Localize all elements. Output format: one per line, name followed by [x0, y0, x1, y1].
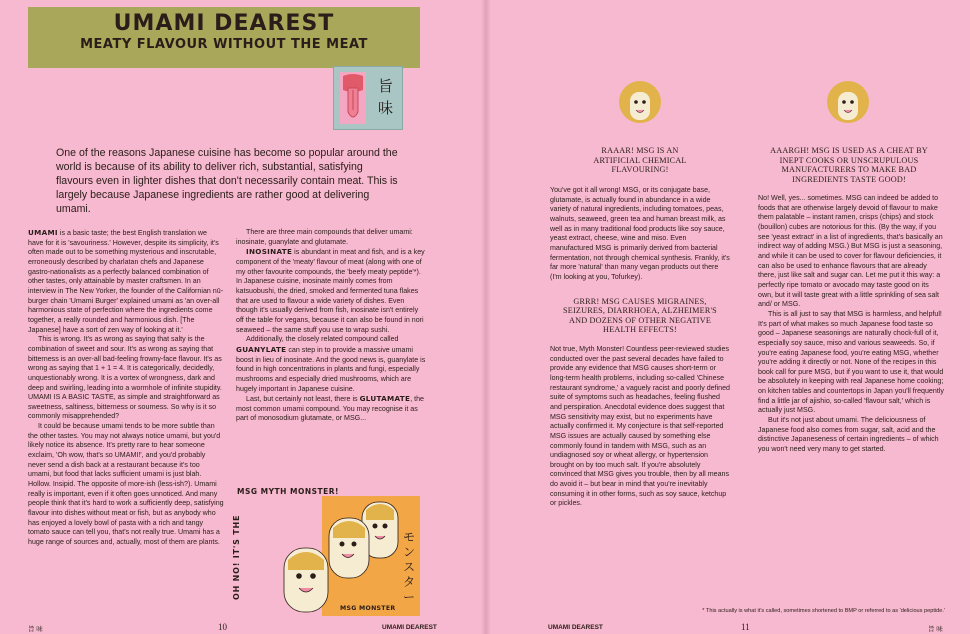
katakana-mo: モ	[402, 530, 415, 544]
running-head-right: UMAMI DEAREST	[548, 624, 603, 631]
page-title: UMAMI DEAREST	[113, 11, 335, 36]
page-number-right: 11	[741, 622, 750, 632]
umami-kanji-tile	[333, 66, 403, 130]
footer-kanji-right: 旨 味	[928, 626, 943, 633]
intro-paragraph: One of the reasons Japanese cuisine has become so popular around the world is because of its ability to deliver rich, substantial, satisfying flavours even in lighter dishes that don't necessarily contain meat. This is largely because Japanese ingredients are rather good at delivering umami.	[56, 147, 398, 215]
col1-paragraph-3: It could be because umami tends to be more subtle than the other tastes. You may not always notice umami, but you'd likely notice its absence. It's pretty rare to hear someone exclaim, 'Oh wow, that's so UMAMI!', and you'd probably never send a dish back at a restaurant because it's too umami, but food that lacks sufficient umami is just blah. Hollow. Insipid. The opposite of more-ish (less-ish?). Umami really is important, even if it often goes unnoticed. And many people think that it's hard to work a sufficiently deep, satisfying flavour into dishes without meat or fish, but as anybody who has enjoyed a lovely bowl of pasta with a rich and tangy tomato sauce can tell you, that's not really true. Umami has a huge range of sources and, actually, most of them are plants.	[28, 422, 224, 546]
left-column-1	[28, 228, 224, 548]
kanji-aji: 味	[378, 99, 394, 117]
msg-monster-illustration	[274, 496, 420, 616]
katakana-su: ス	[402, 560, 415, 574]
monster-katakana	[401, 530, 417, 605]
myth-monster-icon-2	[826, 80, 870, 124]
tongue-icon	[340, 72, 366, 124]
katakana-ta: タ	[402, 575, 415, 589]
myth-2-body: Not true, Myth Monster! Countless peer-reviewed studies conducted over the past several decades have failed to provide any evidence that MSG causes short-term or long-term health problems, including so-called 'Chinese restaurant syndrome,' a vaguely racist and poorly defined suite of symptoms such as headaches, feeling flushed and perspiration. Anecdotal evidence does suggest that MSG sensitivity may exist, but no experiments have actually confirmed it. My conjecture is that self-reported MSG issues are actually caused by something else commonly found in tandem with MSG, such as an undiagnosed soy or wheat allergy, or hypertension brought on by too much salt. If you're absolutely convinced that MSG gives you trouble, then by all means do avoid it – but bear in mind that you're inevitably consuming it in other forms, such as soy sauce, ketchup or pickles.	[550, 344, 730, 508]
tongue-illustration	[340, 72, 366, 124]
col2-paragraph-3-lead: Additionally, the closely related compound called	[246, 335, 399, 344]
right-column-1	[550, 186, 730, 509]
col2-paragraph-1: There are three main compounds that deliver umami: inosinate, guanylate and glutamate.	[236, 228, 413, 246]
keyword-glutamate: GLUTAMATE	[359, 394, 411, 404]
footnote: * This actually is what it's called, sometimes shortened to BMP or referred to as 'delicious peptide.'	[702, 608, 945, 614]
myth-3-body-3: But it's not just about umami. The deliciousness of Japanese food also comes from sugar, salt, acid and the distinctive Japaneseness of certain ingredients – of which you won't need very many to get started.	[758, 416, 939, 454]
headline-box	[28, 7, 420, 68]
running-head-left: UMAMI DEAREST	[382, 624, 437, 631]
kanji-text	[378, 75, 398, 119]
col2-paragraph-4: , the most common umami compound. You may recognise it as part of monosodium glutamate, or MSG...	[236, 395, 425, 423]
myth-3-heading: AAARGH! MSG IS USED AS A CHEAT BY INEPT COOKS OR UNSCRUPULOUS MANUFACTURERS TO MAKE BAD INGREDIENTS TASTE GOOD!	[770, 146, 928, 184]
myth-3-body-1: No! Well, yes... sometimes. MSG can indeed be added to foods that are otherwise largely devoid of flavour to make them palatable – instant ramen, crisps (chips) and stock (bouillon) cubes are notorious for this. (By the way, if you see 'yeast extract' in a list of ingredients, that's basically an indirect way of adding MSG.) But MSG is just a seasoning, and while it can be used to cover for flavour deficiencies, it can also be used to enhance flavours that are already there, just like salt and sugar can. Let me put it this way: a perfectly ripe tomato or avocado may taste good on its own, but it will taste great with a little sprinkling of sea salt and/ or MSG.	[758, 194, 943, 309]
page-number-left: 10	[218, 622, 227, 632]
katakana-dash: ー	[402, 590, 415, 604]
left-column-2	[236, 228, 426, 424]
msg-monster-label: MSG MONSTER	[340, 605, 396, 612]
col1-paragraph-2: This is wrong. It's as wrong as saying that salty is the combination of sweet and sour. It's as wrong as saying that bitterness is an over-all bad-feeling frowny-face flavour. It's as wrong as saying that 1 + 1 = 4. It is categorically, decidedly, unquestionably wrong. It is a vortex of wrongness, dark and deep and swirling, leading into a wormhole of infinite stupidity. UMAMI IS A BASIC TASTE, as simple and straightforward as sweetness, saltiness, bitterness or sourness. So why is it so commonly misapprehended?	[28, 335, 222, 421]
oh-no-vertical-text: OH NO! IT'S THE	[232, 514, 241, 600]
col2-paragraph-3: can step in to provide a massive umami boost in lieu of inosinate. And the good news is, guanylate is found in high concentrations in plants and fungi, especially mushrooms and especially dried mushrooms, which are hugely important in Japanese cuisine.	[236, 345, 426, 393]
col2-paragraph-4-lead: Last, but certainly not least, there is	[246, 395, 360, 404]
col2-paragraph-2: is abundant in meat and fish, and is a key component of the 'meaty' flavour of meat (along with one of my other favourite compounds, the 'beefy meaty peptide'*). In Japanese cuisine, inosinate mainly comes from katsuobushi, the dried, smoked and fermented tuna flakes that are used to flavour a wide variety of dishes. Even though it's usually derived from fish, inosinate isn't entirely off the table for vegans, because it can also be found in nori seaweed – the same stuff you use to wrap sushi.	[236, 248, 425, 334]
myth-monster-title: MSG MYTH MONSTER!	[237, 487, 339, 496]
right-column-2	[758, 194, 944, 455]
page-gutter	[481, 0, 491, 634]
myth-3-body-2: This is all just to say that MSG is harmless, and helpful! It's part of what makes so much Japanese food taste so good – Japanese seasonings are naturally chock-full of it, especially soy sauce, miso and various seaweeds. So, if you're eating Japanese food, you're eating MSG, whether you're adding it directly or not. None of the recipes in this book call for pure MSG, but if you want to use it, that would be absolutely in keeping with real Japanese home cooking; on kitchen tables and countertops in Japan you'll frequently find a little jar of ajishio, so-called 'flavour salt,' which is actually just MSG.	[758, 309, 944, 415]
col1-paragraph-1: is a basic taste; the best English translation we have for it is 'savouriness.' However, despite its simplicity, it's often made out to be something mysterious and inscrutable, erroneously described by charlatan chefs and Japanese gastro-nationalists as a perfectly balanced combination of other tastes, only attainable by master craftsmen. In an interview in The New Yorker, the founder of the Californian nū-burger chain 'Umami Burger' explained umami as 'an over-all harmonious state of perfection where the ingredients come together, a really rounded and harmonious dish. [The Japanese] have a sort of zen way of looking at it.'	[28, 229, 224, 334]
page-subtitle: MEATY FLAVOUR WITHOUT THE MEAT	[80, 37, 368, 52]
footer-kanji-left: 旨 味	[28, 626, 43, 633]
katakana-n: ン	[402, 545, 415, 559]
keyword-guanylate: GUANYLATE	[236, 344, 287, 354]
msg-monster-icon	[274, 496, 420, 616]
myth-2-heading: GRRR! MSG CAUSES MIGRAINES, SEIZURES, DIARRHOEA, ALZHEIMER'S AND DOZENS OF OTHER NEGATIVE HEALTH EFFECTS!	[563, 296, 717, 335]
myth-1-body: You've got it all wrong! MSG, or its conjugate base, glutamate, is actually found in abundance in a wide variety of natural ingredients, including tomatoes, peas, walnuts, seaweed, green tea and human breast milk, as well as in many traditional food products like soy sauce, yeast extract, cheese, wine and miso. Even manufactured MSG is primarily derived from bacterial fermentation, not through chemical synthesis. Frankly, it's far more 'natural' than many vegan products out there (I'm looking at you, Tofurkey).	[550, 186, 730, 281]
kanji-umai: 旨	[378, 77, 394, 95]
myth-1-heading: RAAAR! MSG IS AN ARTIFICIAL CHEMICAL FLAVOURING!	[593, 146, 687, 175]
myth-monster-icon-1	[618, 80, 662, 124]
keyword-inosinate: INOSINATE	[246, 247, 293, 257]
keyword-umami: UMAMI	[28, 228, 58, 237]
